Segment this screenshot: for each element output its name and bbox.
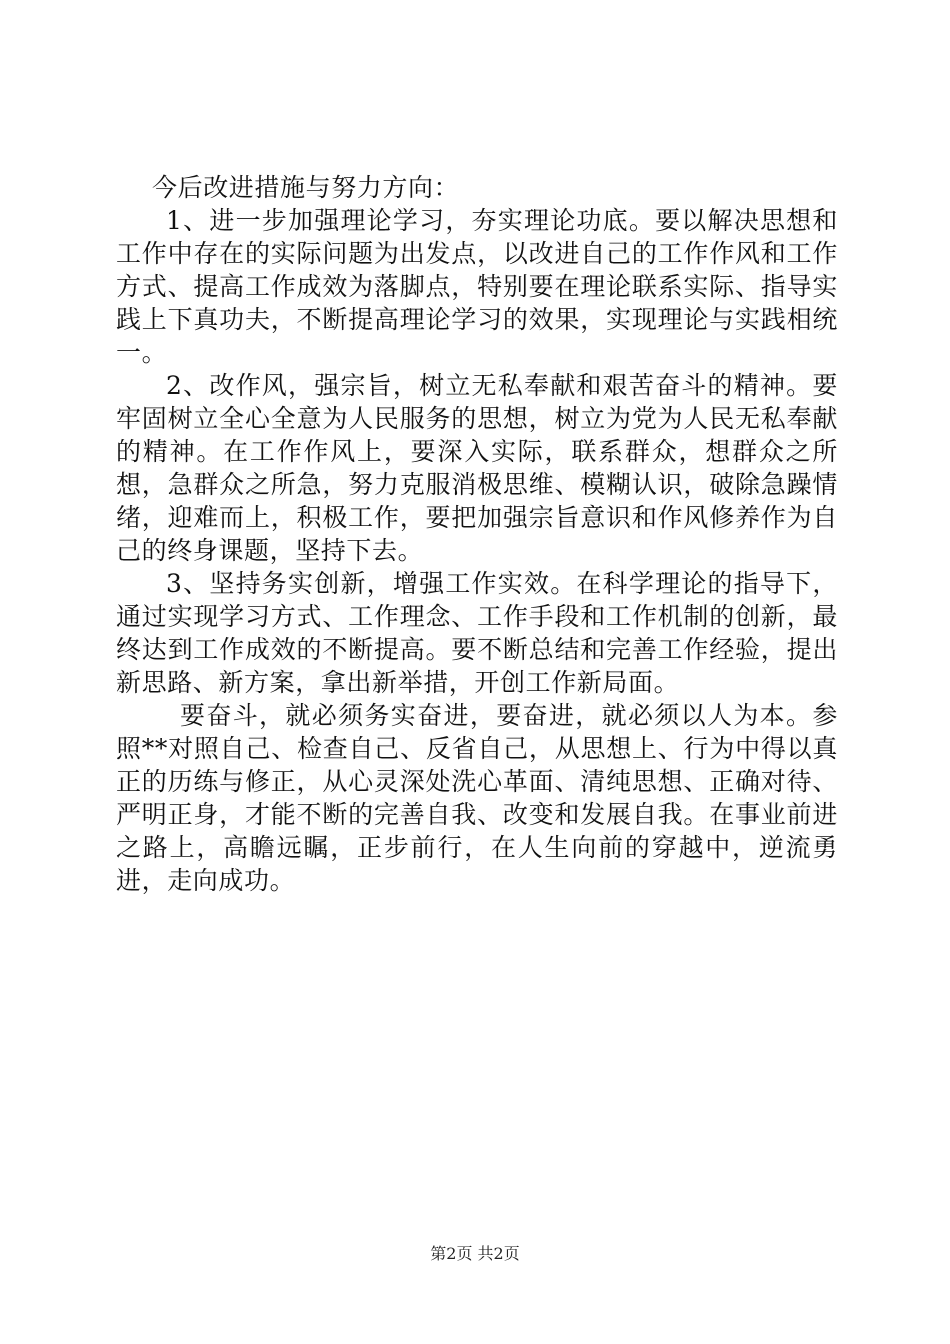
paragraph-item-2: 2、改作风，强宗旨，树立无私奉献和艰苦奋斗的精神。要牢固树立全心全意为人民服务的思想，树立为党为人民无私奉献的精神。在工作作风上，要深入实际，联系群众，想群众之所想，急群众之所急，努力克服消极思维、模糊认识，破除急躁情绪，迎难而上，积极工作，要把加强宗旨意识和作风修养作为自己的终身课题，坚持下去。 (116, 371, 838, 565)
document-body (116, 171, 838, 897)
paragraph-item-1: 1、进一步加强理论学习，夯实理论功底。要以解决思想和工作中存在的实际问题为出发点，以改进自己的工作作风和工作方式、提高工作成效为落脚点，特别要在理论联系实际、指导实践上下真功夫，不断提高理论学习的效果，实现理论与实践相统一。 (116, 206, 838, 367)
closing-paragraph: 要奋斗，就必须务实奋进，要奋进，就必须以人为本。参照**对照自己、检查自己、反省自己，从思想上、行为中得以真正的历练与修正，从心灵深处洗心革面、清纯思想、正确对待、严明正身，才能不断的完善自我、改变和发展自我。在事业前进之路上，高瞻远瞩，正步前行，在人生向前的穿越中，逆流勇进，走向成功。 (116, 701, 838, 895)
page-number-footer: 第2页 共2页 (430, 1244, 520, 1263)
section-heading: 今后改进措施与努力方向： (152, 173, 460, 202)
paragraph-item-3: 3、坚持务实创新，增强工作实效。在科学理论的指导下，通过实现学习方式、工作理念、工作手段和工作机制的创新，最终达到工作成效的不断提高。要不断总结和完善工作经验，提出新思路、新方案，拿出新举措，开创工作新局面。 (116, 569, 838, 697)
